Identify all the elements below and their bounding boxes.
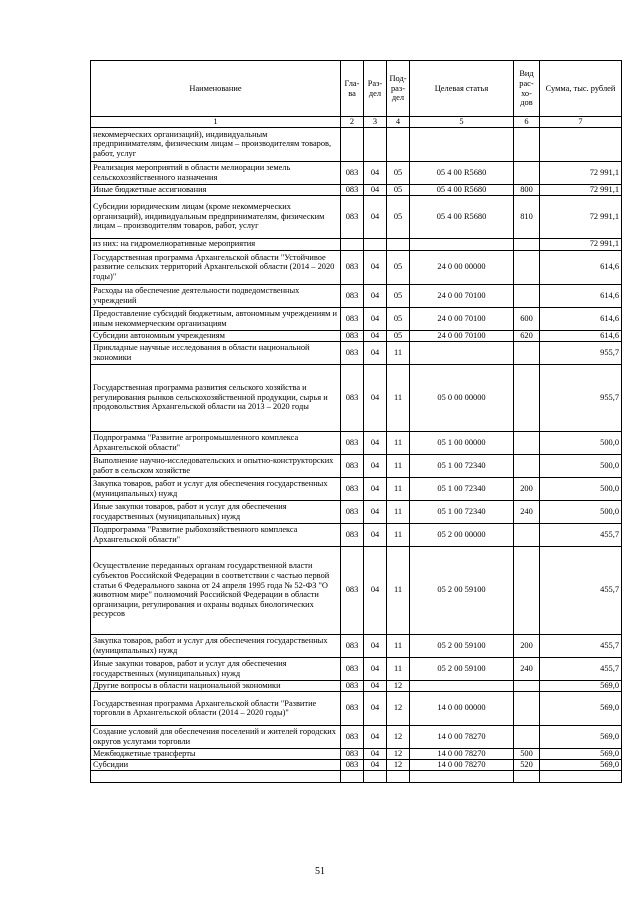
row-subsection-cell: 05 (387, 330, 410, 341)
row-target-cell (410, 680, 514, 691)
row-name-cell: Закупка товаров, работ и услуг для обеспечения государственных (муниципальных) нужд (91, 477, 341, 500)
header-section: Раз-дел (364, 61, 387, 117)
row-subsection-cell: 05 (387, 250, 410, 284)
row-name-cell: Иные закупки товаров, работ и услуг для обеспечения государственных (муниципальных) нужд (91, 657, 341, 680)
row-sum-cell: 614,6 (540, 307, 622, 330)
row-sum-cell: 569,0 (540, 680, 622, 691)
column-number: 1 (91, 117, 341, 128)
row-section-cell: 04 (364, 523, 387, 546)
row-section-cell: 04 (364, 748, 387, 759)
row-subsection-cell: 12 (387, 680, 410, 691)
table-row (91, 691, 622, 725)
row-name-cell: Реализация мероприятий в области мелиорации земель сельскохозяйственного назначения (91, 161, 341, 184)
table-row (91, 546, 622, 634)
row-subsection-cell: 11 (387, 431, 410, 454)
table-row (91, 250, 622, 284)
table-row (91, 657, 622, 680)
row-sum-cell: 614,6 (540, 330, 622, 341)
row-section-cell: 04 (364, 250, 387, 284)
row-expense-type-cell (514, 523, 540, 546)
row-section-cell: 04 (364, 284, 387, 307)
table-row (91, 284, 622, 307)
row-expense-type-cell: 240 (514, 657, 540, 680)
row-chapter-cell: 083 (341, 307, 364, 330)
row-name-cell: Межбюджетные трансферты (91, 748, 341, 759)
row-subsection-cell: 12 (387, 725, 410, 748)
row-sum-cell: 500,0 (540, 454, 622, 477)
row-subsection-cell: 11 (387, 341, 410, 364)
row-target-cell: 05 2 00 59100 (410, 546, 514, 634)
row-name-cell: из них: на гидромелиоративные мероприятия (91, 238, 341, 250)
row-target-cell: 05 4 00 R5680 (410, 161, 514, 184)
row-subsection-cell (387, 127, 410, 161)
row-expense-type-cell (514, 364, 540, 431)
row-chapter-cell: 083 (341, 759, 364, 770)
table-row (91, 748, 622, 759)
row-expense-type-cell: 520 (514, 759, 540, 770)
row-section-cell: 04 (364, 195, 387, 238)
header-target: Целевая статья (410, 61, 514, 117)
row-target-cell: 24 0 00 70100 (410, 284, 514, 307)
row-sum-cell: 569,0 (540, 691, 622, 725)
row-subsection-cell (387, 770, 410, 782)
header-row (91, 61, 622, 117)
row-section-cell: 04 (364, 431, 387, 454)
row-expense-type-cell (514, 680, 540, 691)
row-name-cell: Государственная программа развития сельского хозяйства и регулирования рынков сельскохозяйственной продукции, сырья и продовольствия Архангельской области на 2013 – 2020 годы (91, 364, 341, 431)
column-number: 2 (341, 117, 364, 128)
row-name-cell: Осуществление переданных органам государственной власти субъектов Российской Федерации в соответствии с частью первой статьи 6 Федерального закона от 24 апреля 1995 года № 52-ФЗ "О животном мире" полномочий Российской Федерации в области организации, регулирования и охраны водных биологических ресурсов (91, 546, 341, 634)
table-row (91, 238, 622, 250)
row-chapter-cell: 083 (341, 748, 364, 759)
row-chapter-cell: 083 (341, 523, 364, 546)
row-name-cell: Субсидии (91, 759, 341, 770)
header-chapter: Гла-ва (341, 61, 364, 117)
row-target-cell: 05 1 00 72340 (410, 454, 514, 477)
header-subsection: Под-раз-дел (387, 61, 410, 117)
row-subsection-cell: 11 (387, 523, 410, 546)
row-name-cell: Подпрограмма "Развитие агропромышленного комплекса Архангельской области" (91, 431, 341, 454)
row-chapter-cell (341, 238, 364, 250)
row-name-cell: Выполнение научно-исследовательских и опытно-конструкторских работ в сельском хозяйстве (91, 454, 341, 477)
column-number: 7 (540, 117, 622, 128)
row-name-cell: Подпрограмма "Развитие рыбохозяйственного комплекса Архангельской области" (91, 523, 341, 546)
row-target-cell (410, 238, 514, 250)
row-subsection-cell: 11 (387, 477, 410, 500)
row-target-cell: 24 0 00 70100 (410, 330, 514, 341)
table-row (91, 307, 622, 330)
row-target-cell: 14 0 00 78270 (410, 748, 514, 759)
row-name-cell: Иные бюджетные ассигнования (91, 184, 341, 195)
row-name-cell: Иные закупки товаров, работ и услуг для обеспечения государственных (муниципальных) нужд (91, 500, 341, 523)
row-expense-type-cell: 620 (514, 330, 540, 341)
row-name-cell: Государственная программа Архангельской области "Устойчивое развитие сельских территорий Архангельской области (2014 – 2020 годы)" (91, 250, 341, 284)
row-target-cell: 05 1 00 72340 (410, 500, 514, 523)
column-number: 5 (410, 117, 514, 128)
row-expense-type-cell (514, 238, 540, 250)
row-target-cell: 05 1 00 00000 (410, 431, 514, 454)
table-row (91, 195, 622, 238)
row-subsection-cell: 05 (387, 284, 410, 307)
row-chapter-cell: 083 (341, 500, 364, 523)
row-expense-type-cell: 240 (514, 500, 540, 523)
table-row (91, 770, 622, 782)
row-target-cell (410, 127, 514, 161)
table-row (91, 454, 622, 477)
row-name-cell (91, 770, 341, 782)
row-section-cell (364, 238, 387, 250)
budget-table (90, 60, 622, 783)
row-subsection-cell: 12 (387, 759, 410, 770)
row-chapter-cell: 083 (341, 680, 364, 691)
row-sum-cell: 72 991,1 (540, 161, 622, 184)
row-expense-type-cell (514, 284, 540, 307)
row-expense-type-cell: 200 (514, 634, 540, 657)
row-expense-type-cell: 500 (514, 748, 540, 759)
table-row (91, 161, 622, 184)
row-sum-cell: 955,7 (540, 341, 622, 364)
page-number: 51 (315, 866, 325, 877)
table-row (91, 477, 622, 500)
row-target-cell: 24 0 00 00000 (410, 250, 514, 284)
row-chapter-cell: 083 (341, 250, 364, 284)
header-name: Наименование (91, 61, 341, 117)
row-sum-cell: 455,7 (540, 657, 622, 680)
row-name-cell: Субсидии автономным учреждениям (91, 330, 341, 341)
row-target-cell: 14 0 00 00000 (410, 691, 514, 725)
row-section-cell: 04 (364, 725, 387, 748)
row-chapter-cell: 083 (341, 725, 364, 748)
row-sum-cell: 500,0 (540, 500, 622, 523)
table-row (91, 341, 622, 364)
row-section-cell: 04 (364, 546, 387, 634)
row-sum-cell (540, 127, 622, 161)
row-sum-cell: 614,6 (540, 250, 622, 284)
row-name-cell: некоммерческих организаций), индивидуальным предпринимателям, физическим лицам – производителям товаров, работ, услуг (91, 127, 341, 161)
row-section-cell: 04 (364, 680, 387, 691)
column-number: 3 (364, 117, 387, 128)
table-row (91, 184, 622, 195)
row-sum-cell: 500,0 (540, 431, 622, 454)
row-section-cell: 04 (364, 364, 387, 431)
row-target-cell: 05 1 00 72340 (410, 477, 514, 500)
row-sum-cell: 455,7 (540, 634, 622, 657)
row-name-cell: Создание условий для обеспечения поселений и жителей городских округов услугами торговли (91, 725, 341, 748)
row-target-cell: 05 2 00 59100 (410, 657, 514, 680)
row-section-cell: 04 (364, 657, 387, 680)
row-sum-cell: 614,6 (540, 284, 622, 307)
table-row (91, 725, 622, 748)
row-name-cell: Расходы на обеспечение деятельности подведомственных учреждений (91, 284, 341, 307)
row-subsection-cell: 05 (387, 161, 410, 184)
row-target-cell (410, 341, 514, 364)
row-name-cell: Прикладные научные исследования в области национальной экономики (91, 341, 341, 364)
row-section-cell: 04 (364, 500, 387, 523)
row-subsection-cell: 11 (387, 454, 410, 477)
row-section-cell: 04 (364, 691, 387, 725)
row-expense-type-cell (514, 127, 540, 161)
column-number: 6 (514, 117, 540, 128)
row-expense-type-cell: 600 (514, 307, 540, 330)
row-expense-type-cell (514, 431, 540, 454)
row-subsection-cell: 05 (387, 195, 410, 238)
table-row (91, 634, 622, 657)
row-chapter-cell (341, 770, 364, 782)
table-row (91, 364, 622, 431)
row-expense-type-cell: 800 (514, 184, 540, 195)
row-sum-cell: 569,0 (540, 725, 622, 748)
row-sum-cell (540, 770, 622, 782)
row-expense-type-cell (514, 250, 540, 284)
row-expense-type-cell: 810 (514, 195, 540, 238)
row-subsection-cell: 12 (387, 691, 410, 725)
row-section-cell: 04 (364, 341, 387, 364)
row-expense-type-cell (514, 454, 540, 477)
row-section-cell: 04 (364, 184, 387, 195)
row-expense-type-cell (514, 725, 540, 748)
row-expense-type-cell (514, 341, 540, 364)
row-sum-cell: 72 991,1 (540, 184, 622, 195)
row-chapter-cell: 083 (341, 634, 364, 657)
row-sum-cell: 955,7 (540, 364, 622, 431)
row-chapter-cell: 083 (341, 364, 364, 431)
row-chapter-cell: 083 (341, 477, 364, 500)
row-chapter-cell: 083 (341, 284, 364, 307)
table-row (91, 759, 622, 770)
header-sum: Сумма, тыс. рублей (540, 61, 622, 117)
row-chapter-cell: 083 (341, 691, 364, 725)
row-name-cell: Государственная программа Архангельской области "Развитие торговли в Архангельской области (2014 – 2020 годы)" (91, 691, 341, 725)
row-sum-cell: 569,0 (540, 748, 622, 759)
row-subsection-cell: 12 (387, 748, 410, 759)
row-name-cell: Другие вопросы в области национальной экономики (91, 680, 341, 691)
row-name-cell: Закупка товаров, работ и услуг для обеспечения государственных (муниципальных) нужд (91, 634, 341, 657)
row-expense-type-cell (514, 546, 540, 634)
row-sum-cell: 455,7 (540, 523, 622, 546)
row-name-cell: Предоставление субсидий бюджетным, автономным учреждениям и иным некоммерческим организациям (91, 307, 341, 330)
row-chapter-cell: 083 (341, 161, 364, 184)
row-target-cell: 05 4 00 R5680 (410, 195, 514, 238)
table-row (91, 431, 622, 454)
row-name-cell: Субсидии юридическим лицам (кроме некоммерческих организаций), индивидуальным предпринимателям, физическим лицам – производителям товаров, работ, услуг (91, 195, 341, 238)
column-number-row (91, 117, 622, 128)
row-sum-cell: 72 991,1 (540, 238, 622, 250)
row-section-cell: 04 (364, 307, 387, 330)
row-chapter-cell: 083 (341, 330, 364, 341)
row-subsection-cell: 11 (387, 657, 410, 680)
row-chapter-cell (341, 127, 364, 161)
row-subsection-cell: 05 (387, 307, 410, 330)
row-chapter-cell: 083 (341, 657, 364, 680)
row-target-cell: 05 2 00 59100 (410, 634, 514, 657)
row-chapter-cell: 083 (341, 184, 364, 195)
row-section-cell: 04 (364, 330, 387, 341)
row-subsection-cell: 11 (387, 500, 410, 523)
row-expense-type-cell (514, 161, 540, 184)
row-target-cell: 05 4 00 R5680 (410, 184, 514, 195)
row-chapter-cell: 083 (341, 454, 364, 477)
table-header (91, 61, 622, 128)
row-subsection-cell: 11 (387, 634, 410, 657)
row-section-cell: 04 (364, 161, 387, 184)
column-number: 4 (387, 117, 410, 128)
table-row (91, 523, 622, 546)
row-chapter-cell: 083 (341, 546, 364, 634)
row-target-cell: 14 0 00 78270 (410, 725, 514, 748)
table-body (91, 127, 622, 782)
row-section-cell: 04 (364, 477, 387, 500)
row-section-cell (364, 127, 387, 161)
table-row (91, 680, 622, 691)
row-target-cell (410, 770, 514, 782)
row-chapter-cell: 083 (341, 431, 364, 454)
table-row (91, 127, 622, 161)
row-expense-type-cell (514, 691, 540, 725)
row-expense-type-cell (514, 770, 540, 782)
row-sum-cell: 569,0 (540, 759, 622, 770)
row-target-cell: 05 0 00 00000 (410, 364, 514, 431)
row-sum-cell: 455,7 (540, 546, 622, 634)
row-target-cell: 14 0 00 78270 (410, 759, 514, 770)
row-section-cell: 04 (364, 759, 387, 770)
row-section-cell: 04 (364, 454, 387, 477)
header-expense-type: Вид рас-хо-дов (514, 61, 540, 117)
row-expense-type-cell: 200 (514, 477, 540, 500)
row-target-cell: 05 2 00 00000 (410, 523, 514, 546)
row-chapter-cell: 083 (341, 341, 364, 364)
row-sum-cell: 72 991,1 (540, 195, 622, 238)
row-subsection-cell: 11 (387, 546, 410, 634)
row-subsection-cell: 05 (387, 184, 410, 195)
table-row (91, 330, 622, 341)
row-sum-cell: 500,0 (540, 477, 622, 500)
row-target-cell: 24 0 00 70100 (410, 307, 514, 330)
table-row (91, 500, 622, 523)
row-subsection-cell (387, 238, 410, 250)
row-chapter-cell: 083 (341, 195, 364, 238)
row-section-cell: 04 (364, 634, 387, 657)
row-subsection-cell: 11 (387, 364, 410, 431)
row-section-cell (364, 770, 387, 782)
